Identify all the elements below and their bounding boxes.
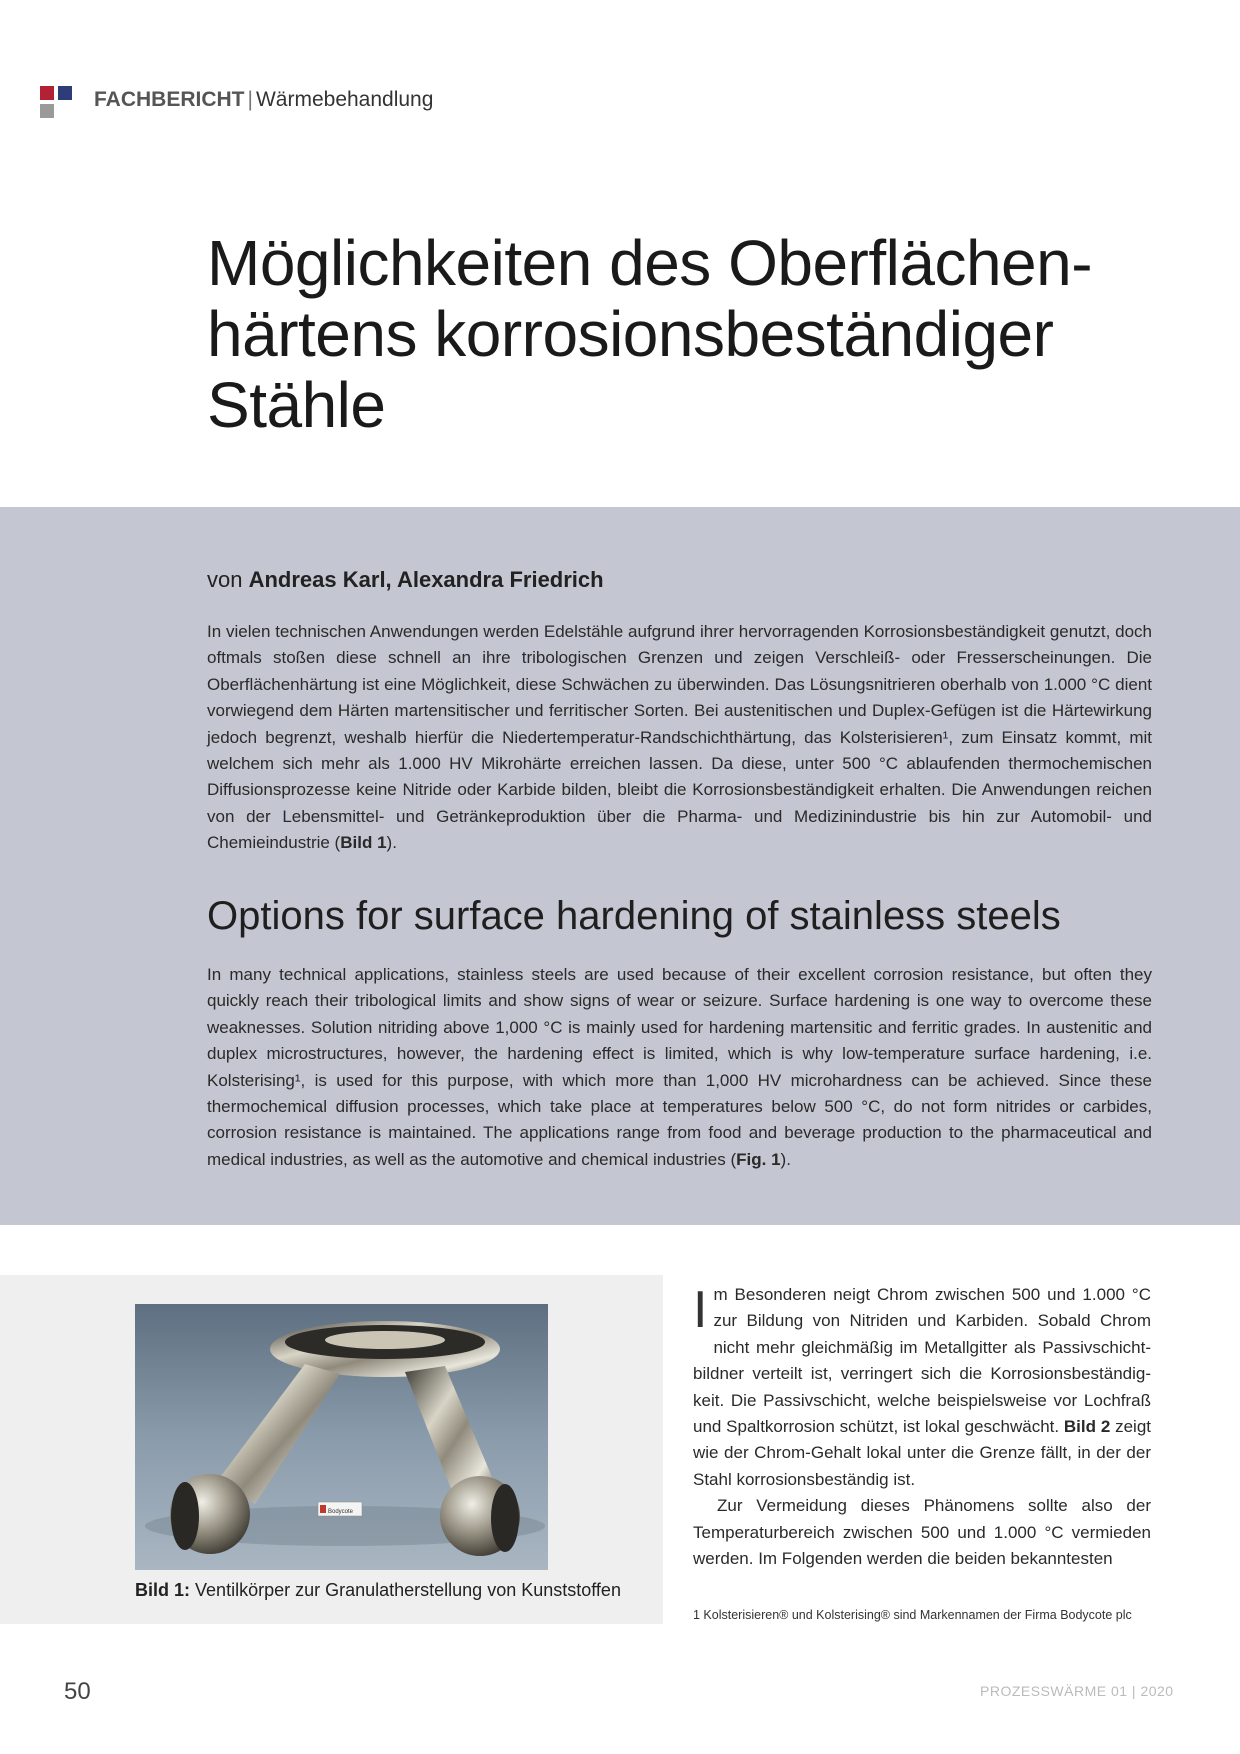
body-text <box>693 1282 1151 1572</box>
abstract-english <box>207 962 1152 1173</box>
photo-label: Bodycote <box>328 1509 354 1515</box>
figure-caption-text: Ventilkörper zur Granulatherstellung von Kunststoffen <box>195 1580 621 1600</box>
figure-caption <box>135 1580 621 1601</box>
abstract-english-text: In many technical applications, stainless steels are used because of their excellent corrosion resistance, but often they quickly reach their tribological limits and show signs of wear or seizure. Surface hardening is one way to overcome these weaknesses. Solution nitriding above 1,000 °C is mainly used for hardening martensitic and ferritic grades. In austenitic and duplex microstructures, however, the hardening effect is limited, which is why low-temperature surface hardening, i.e. Kolsterising¹, is used for this purpose, with which more than 1,000 HV microhardness can be achieved. Since these thermochemical diffusion processes, which take place at temperatures below 500 °C, do not form nitrides or carbides, corrosion resistance is maintained. The applications range from food and beverage production to the pharmaceutical and medical industries, as well as the automotive and chemical industries ( <box>207 965 1152 1169</box>
body-paragraph-1-text: m Besonderen neigt Chrom zwischen 500 und 1.000 °C zur Bildung von Nitriden und Karbiden. Sobald Chrom nicht mehr gleichmäßig im Metallgitter als Passivschicht-bildner verteilt ist, verringert sich die Korrosionsbeständig-keit. Die Passivschicht, welche beispielsweise vor Lochfraß und Spaltkorrosion schützt, ist lokal geschwächt. <box>693 1285 1151 1437</box>
page-number: 50 <box>64 1678 91 1705</box>
section-header <box>94 88 433 112</box>
abstract-german <box>207 619 1152 857</box>
byline-prefix: von <box>207 567 243 592</box>
valve-body-photo <box>135 1304 548 1570</box>
body-paragraph-1-end: zeigt wie der Chrom-Gehalt lokal unter die Grenze fällt, in der der Stahl korrosionsbeständig ist. <box>693 1417 1151 1489</box>
dropcap: I <box>693 1281 708 1339</box>
figure-label: Bild 1: <box>135 1580 191 1600</box>
byline <box>207 567 604 593</box>
body-figure-ref: Bild 2 <box>1063 1417 1111 1437</box>
section-separator: | <box>247 88 253 111</box>
abstract-english-end: ). <box>780 1149 791 1169</box>
body-paragraph-2: Zur Vermeidung dieses Phänomens sollte also der Temperaturbereich zwischen 500 und 1.000 °C vermieden werden. Im Folgenden werden die beiden bekanntesten <box>693 1496 1151 1569</box>
figure-ref-en: Fig. 1 <box>736 1149 781 1169</box>
magazine-issue: PROZESSWÄRME 01 | 2020 <box>980 1683 1174 1699</box>
body-paragraph-1 <box>693 1282 1151 1493</box>
footnote: 1 Kolsterisieren® und Kolsterising® sind Markennamen der Firma Bodycote plc <box>693 1608 1132 1622</box>
abstract-german-end: ). <box>386 833 397 853</box>
section-label: FACHBERICHT <box>94 88 245 111</box>
abstract-german-text: In vielen technischen Anwendungen werden Edelstähle aufgrund ihrer hervorragenden Korrosionsbeständigkeit genutzt, doch oftmals stoßen diese schnell an ihre tribologischen Grenzen und zeigen Verschleiß- oder Fresserscheinungen. Die Oberflächenhärtung ist eine Möglichkeit, diese Schwächen zu überwinden. Das Lösungsnitrieren oberhalb von 1.000 °C dient vorwiegend dem Härten martensitischer und ferritischer Sorten. Bei austenitischen und Duplex-Gefügen ist die Härtewirkung jedoch begrenzt, weshalb hierfür die Niedertemperatur-Randschichthärtung, das Kolsterisieren¹, zum Einsatz kommt, mit welchem sich mehr als 1.000 HV Mikrohärte erreichen lassen. Da diese, unter 500 °C ablaufenden thermochemischen Diffusionsprozesse keine Nitride oder Karbide bilden, bleibt die Korrosionsbeständigkeit erhalten. Die Anwendungen reichen von der Lebensmittel- und Getränkeproduktion über die Pharma- und Medizinindustrie bis hin zur Automobil- und Chemieindustrie ( <box>207 622 1152 853</box>
subsection-label: Wärmebehandlung <box>255 88 434 111</box>
authors: Andreas Karl, Alexandra Friedrich <box>248 567 604 592</box>
article-title: Möglichkeiten des Oberflächen-härtens korrosionsbeständiger Stähle <box>207 227 1093 441</box>
english-title: Options for surface hardening of stainless steels <box>207 894 1061 938</box>
publication-logo <box>40 86 72 118</box>
figure-ref: Bild 1 <box>340 833 387 853</box>
